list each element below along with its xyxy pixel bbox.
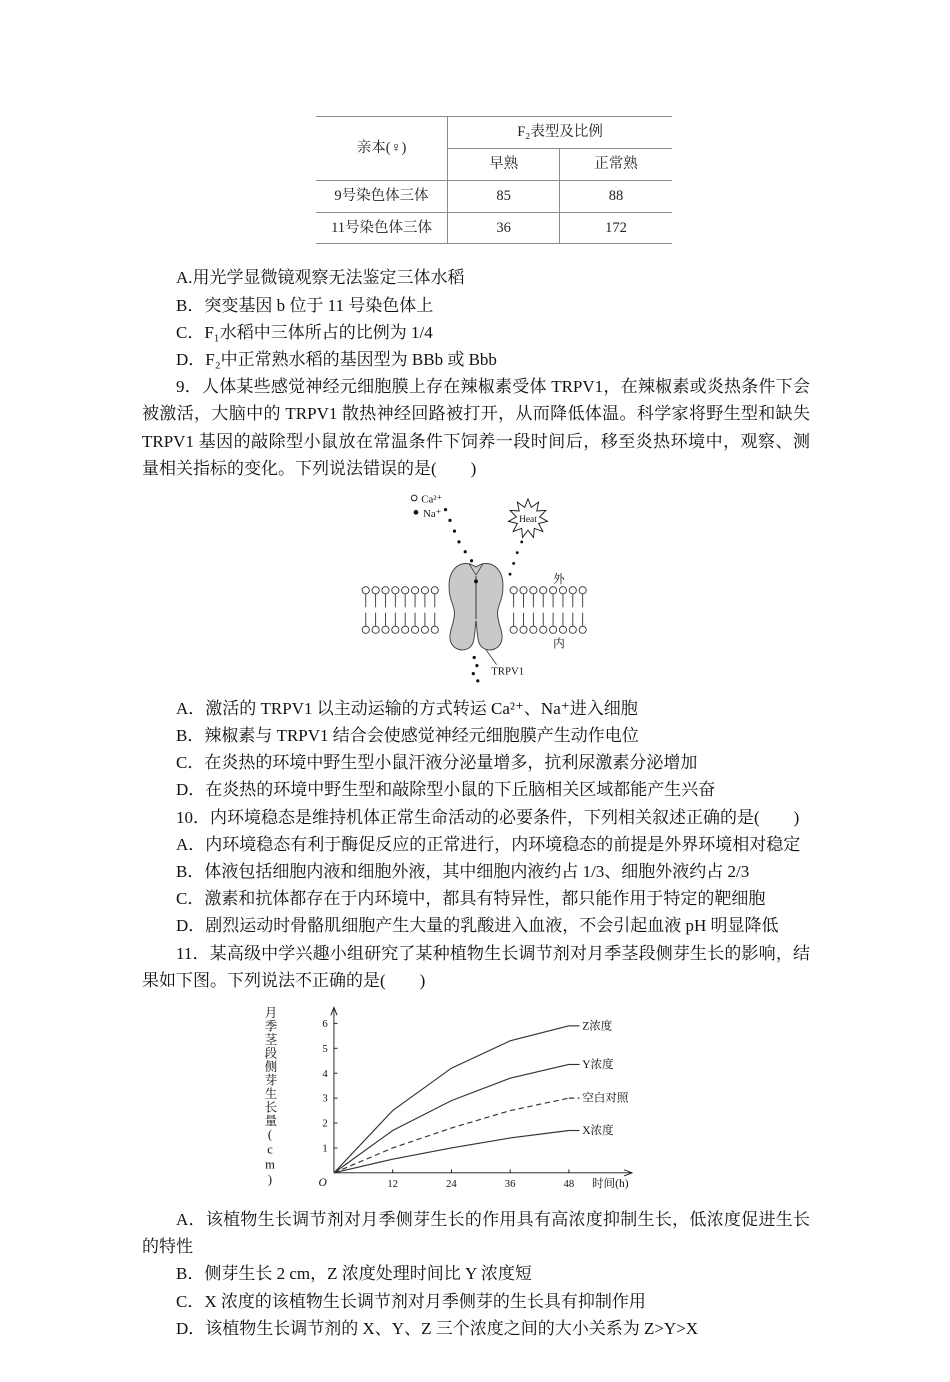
table-cell-normal: 172 [560,212,672,244]
table-subheader-normal: 正常熟 [560,148,672,180]
trpv1-membrane-figure [142,488,810,689]
calcium-ion-icon [411,495,417,501]
q10-option-b: B．体液包括细胞内液和细胞外液，其中细胞内液约占 1/3、细胞外液约占 2/3 [176,862,750,881]
sodium-label: Na⁺ [423,507,442,520]
q10-option-c: C．激素和抗体都存在于内环境中，都具有特异性，都只能作用于特定的靶细胞 [176,889,766,909]
table-row [316,212,672,244]
trpv1-leader-line [486,649,497,664]
x-tick-label: 24 [446,1178,457,1191]
growth-line-chart [282,1002,692,1196]
y-tick-label: 5 [322,1042,328,1055]
series-line-X浓度 [334,1130,569,1172]
q8-option-b: B．突变基因 b 位于 11 号染色体上 [176,295,434,315]
extracellular-label: 外 [553,572,565,586]
q11-option-d: D．该植物生长调节剂的 X、Y、Z 三个浓度之间的大小关系为 Z>Y>X [176,1318,699,1338]
x-tick-label: 12 [387,1178,398,1191]
q8-option-a: A.用光学显微镜观察无法鉴定三体水稻 [176,268,465,288]
table-row [316,180,672,212]
q10-option-d: D．剧烈运动时骨骼肌细胞产生大量的乳酸进入血液，不会引起血液 pH 明显降低 [176,916,779,936]
q11-option-b: B．侧芽生长 2 cm，Z 浓度处理时间比 Y 浓度短 [176,1264,532,1284]
table-header-group: F₂表型及比例 [448,117,672,149]
table-subheader-early: 早熟 [448,148,560,180]
y-tick-label: 4 [322,1067,328,1080]
trpv1-label: TRPV1 [491,665,525,678]
chart-y-axis-label: 月季茎段侧芽生长量(cm) [263,1006,277,1188]
ion-trail-dots-icon [444,508,473,562]
table-header-row-1 [316,117,672,149]
y-tick-label: 1 [322,1142,328,1155]
heat-label: Heat [519,515,537,526]
origin-label: O [318,1176,327,1190]
table-header-parent: 亲本(♀) [316,117,448,181]
table-cell-normal: 88 [560,180,672,212]
ion-exit-dots-icon [472,656,480,683]
question-11-stem: 11．某高级中学兴趣小组研究了某种植物生长调节剂对月季茎段侧芽生长的影响，结果如下图。下列说法不正确的是( ) [142,943,810,990]
q9-option-c: C．在炎热的环境中野生型小鼠汗液分泌量增多，抗利尿激素分泌增加 [176,753,698,773]
x-tick-label: 48 [563,1178,575,1191]
q9-option-a: A．激活的 TRPV1 以主动运输的方式转运 Ca²⁺、Na⁺进入细胞 [176,698,638,718]
intracellular-label: 内 [553,637,565,651]
q9-option-d: D．在炎热的环境中野生型和敲除型小鼠的下丘脑相关区域都能产生兴奋 [176,780,716,800]
ion-in-pore-icon [474,579,478,583]
y-tick-label: 3 [322,1092,328,1105]
table-cell-early: 36 [448,212,560,244]
sodium-ion-icon [414,510,419,515]
calcium-label: Ca²⁺ [421,493,443,506]
series-label: X浓度 [582,1123,614,1137]
y-tick-label: 6 [322,1017,328,1030]
growth-chart-figure [142,1002,810,1196]
series-line-Z浓度 [334,1026,569,1173]
x-tick-label: 36 [504,1178,516,1191]
series-label: Z浓度 [582,1019,613,1033]
trpv1-membrane-diagram [355,488,597,689]
y-tick-label: 2 [322,1117,328,1130]
q9-option-b: B．辣椒素与 TRPV1 结合会使感觉神经元细胞膜产生动作电位 [176,726,639,746]
series-label: 空白对照 [582,1091,629,1105]
q11-option-c: C．X 浓度的该植物生长调节剂对月季侧芽的生长具有抑制作用 [176,1291,646,1311]
q11-option-a: A．该植物生长调节剂对月季侧芽生长的作用具有高浓度抑制生长，低浓度促进生长的特性 [142,1209,810,1257]
table-cell-parent: 11号染色体三体 [316,212,448,244]
f2-phenotype-table [316,116,672,244]
question-10-stem: 10．内环境稳态是维持机体正常生命活动的必要条件，下列相关叙述正确的是( ) [176,807,800,827]
series-label: Y浓度 [582,1057,614,1071]
x-axis-label: 时间(h) [592,1177,629,1191]
series-line-Y浓度 [334,1064,569,1172]
q8-option-d: D．F₂中正常熟水稻的基因型为 BBb 或 Bbb [176,349,497,369]
table-cell-early: 85 [448,180,560,212]
q10-option-a: A．内环境稳态有利于酶促反应的正常进行，内环境稳态的前提是外界环境相对稳定 [176,834,801,854]
table-cell-parent: 9号染色体三体 [316,180,448,212]
heat-trail-dots-icon [509,540,524,575]
question-9-stem: 9．人体某些感觉神经元细胞膜上存在辣椒素受体 TRPV1，在辣椒素或炎热条件下会被激活，大脑中的 TRPV1 散热神经回路被打开，从而降低体温。科学家将野生型和缺失TRPV1 基因的敲除型小鼠放在常温条件下饲养一段时间后，移至炎热环境中，观察、测量相关指标的变化。下列说法错误的是( ) [142,377,810,478]
q8-option-c: C．F₁水稻中三体所占的比例为 1/4 [176,322,433,342]
